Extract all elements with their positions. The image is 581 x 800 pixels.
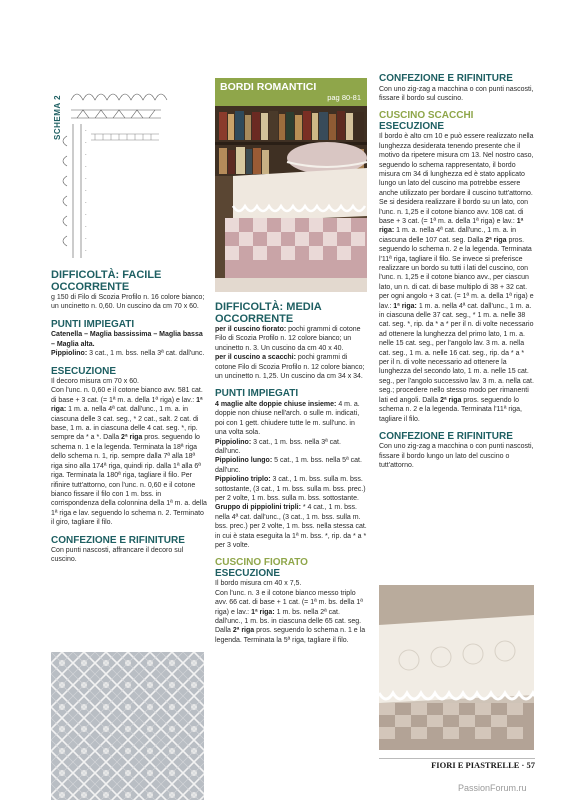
- difficulty-heading-2: DIFFICOLTÀ: MEDIA: [215, 301, 322, 313]
- pippiolino-text: 3 cat., 1 m. bss. nella 3ª cat. dall'unc.: [87, 350, 205, 358]
- svg-text:-: -: [85, 140, 87, 145]
- scacchi-esec-intro: Il bordo è alto cm 10 e può essere realizzato nella lunghezza desiderata tenendo presente che il motivo da ripetere misura cm 13. Nel nostro caso, seguendo lo schema rappresentato, il bordo misura cm 34 di lunghezza ed è stato applicato lungo un lato del cuscino ma potrebbe essere anche utilizzato per bordare il cuscino tutt'attorno.: [379, 133, 534, 197]
- confezione-text-3: Con uno zig-zag a macchina o con punti nascosti, fissare il bordo sul cuscino.: [379, 85, 534, 102]
- scacchi-text: pochi grammi di cotone Filo di Scozia Profilo n. 12 colore bianco; un uncinetto n. 1,25. Un cuscino da cm 34 x 34.: [215, 354, 365, 381]
- pipp-lungo-label: Pippiolino lungo:: [215, 457, 273, 465]
- page-footer: FIORI E PIASTRELLE · 57: [431, 760, 535, 770]
- watermark: PassionForum.ru: [458, 783, 527, 793]
- svg-text:-: -: [85, 248, 87, 253]
- schema-label: SCHEMA 2: [53, 94, 62, 140]
- esecuzione-intro: Il decoro misura cm 70 x 60.: [51, 378, 139, 386]
- pillows-photo: [215, 106, 367, 292]
- crochet-lace-photo: [51, 652, 204, 800]
- cuscino-fiorato-heading: CUSCINO FIORATO: [215, 557, 308, 569]
- svg-text:-: -: [85, 176, 87, 181]
- punti-heading: PUNTI IMPIEGATI: [51, 318, 135, 330]
- confezione-heading: CONFEZIONE E RIFINITURE: [51, 534, 185, 546]
- scacchi-esecuzione-heading: ESECUZIONE: [379, 120, 445, 132]
- svg-text:-: -: [85, 236, 87, 241]
- column-middle: [215, 302, 367, 645]
- occorrente-heading-2: OCCORRENTE: [215, 312, 294, 325]
- svg-text:-: -: [85, 188, 87, 193]
- occorrente-text: g 150 di Filo di Scozia Profilo n. 16 colore bianco; un uncinetto n. 0,60. Un cuscino da cm 70 x 60.: [51, 294, 205, 311]
- gruppo-text: * 4 cat., 1 m. bss. nella 4ª cat. dall'unc., (3 cat., 1 m. bss. sulla m. bss. prec.) per 2 volte, 1 m. bss. nella stessa cat. in cui è stata eseguita la 1ª m. bss. *, rip. da * a * per 3 volte.: [215, 504, 367, 550]
- occorrente-heading: OCCORRENTE: [51, 280, 130, 293]
- confezione-text-4: Con uno zig-zag a macchina o con punti nascosti, fissare il bordo lungo un lato del cuscino o tutt'attorno.: [379, 443, 534, 470]
- crochet-chart-svg: [51, 88, 201, 266]
- footer-rule: [379, 758, 535, 759]
- confezione-heading-3: CONFEZIONE E RIFINITURE: [379, 73, 513, 84]
- punti-list: Catenella – Maglia bassissima – Maglia bassa – Maglia alta.: [51, 331, 203, 348]
- fiorato-label: per il cuscino fiorato:: [215, 326, 287, 333]
- fiorato-esecuzione-heading: ESECUZIONE: [215, 567, 281, 579]
- pipp-text: 3 cat., 1 m. bss. nella 3ª cat. dall'unc.: [215, 438, 341, 455]
- pipp-label: Pippiolino:: [215, 438, 252, 446]
- crochet-chart: [51, 88, 201, 266]
- svg-text:-: -: [85, 152, 87, 157]
- banner-page-ref: pag 80-81: [327, 93, 361, 102]
- cuscino-scacchi-heading: CUSCINO SCACCHI: [379, 110, 474, 122]
- svg-text:-: -: [85, 200, 87, 205]
- svg-text:-: -: [85, 212, 87, 217]
- svg-text:-: -: [85, 224, 87, 229]
- fiorato-text: pochi grammi di cotone Filo di Scozia Profilo n. 12 colore bianco; un uncinetto n. 3. Un cuscino da cm 40 x 40.: [215, 326, 361, 352]
- pillow-border-photo: [379, 585, 534, 750]
- confezione-text: Con punti nascosti, affrancare il decoro sul cuscino.: [51, 547, 184, 564]
- esecuzione-heading: ESECUZIONE: [51, 365, 117, 377]
- section-banner: [215, 78, 367, 106]
- column-left: [51, 270, 207, 565]
- svg-text:-: -: [85, 128, 87, 133]
- column-right: [379, 74, 535, 471]
- pipp-triplo-label: Pippiolino triplo:: [215, 476, 271, 484]
- fiorato-esec-body: Con l'unc. n. 3 e il cotone bianco messo triplo avv. 66 cat. di base + 1 cat. (= 1ª m. bs. della 1ª riga) e lav.: 1ª riga: 1 m. bs. nella 2ª cat. dall'unc., 1 m. bs. in ciascuna delle 65 cat. seg. Dalla 2ª riga pros. seguendo lo schema n. 1 e la legenda. Terminata la 5ª riga, tagliare il filo.: [215, 589, 366, 644]
- esecuzione-body: Con l'unc. n. 0,60 e il cotone bianco avv. 581 cat. di base + 3 cat. (= 1ª m. a. della 1ª riga) e lav.: 1ª riga: 1 m. a. nella 4ª cat. dall'unc., 1 m. a. in ciascuna delle 3 cat. seg., * 2 cat., salt. 2 cat. di base, 1 m. a. in ciascuna delle 4 cat. seg. *, rip. sempre da * a *. Dalla 2ª riga pros. seguendo lo schema n. 1 e la legenda. Terminata la 18ª riga dello schema n. 1, rip. sempre dalla 7ª alla 18ª riga sino alla 174ª riga, quindi rip. dalla 1ª alla 6ª riga. Terminata la 180ª riga, tagliare il filo. Per rifinire tutt'attorno, con l'unc. n. 0,60 e il cotone bianco fissare il filo con 1 m. bss. in corrispondenza della colonnina della 1ª m. a. della 1ª riga e lav. seguendo lo schema n. 2. Terminato il giro, tagliare il filo.: [51, 387, 207, 527]
- maglie-text: 4 m. a. doppie non chiuse nell'arch. o sulle m. indicati, poi con 1 gett. chiudere tutte le m. sull'unc. in una volta sola.: [215, 400, 360, 437]
- difficulty-heading: DIFFICOLTÀ: FACILE: [51, 269, 162, 281]
- fiorato-esec-intro: Il bordo misura cm 40 x 7,5.: [215, 580, 302, 588]
- pipp-lungo-text: 5 cat., 1 m. bss. nella 5ª cat. dall'unc.: [215, 457, 362, 474]
- svg-text:-: -: [85, 164, 87, 169]
- scacchi-esec-body: Se si desidera realizzare il bordo su un lato, con l'unc. n. 1,25 e il cotone bianco avv. 108 cat. di base + 3 cat. (= 1ª m. a. della 1ª riga) e lav.: 1ª riga: 1 m. a. nella 4ª cat. dall'unc., 1 m. a. in ciascuna delle 107 cat. seg. Dalla 2ª riga pros. seguendo lo schema n. 2 e la legenda. Terminata l'11ª riga, tagliare il filo. Se invece si preferisce realizzare un bordo su tutti i lati del cuscino, con l'unc. n. 1,25 e il cotone bianco avv., per ciascun lato, un n. di cat. di base multiplo di 38 + 32 cat. per ogni angolo + 3 cat. (= 1ª m. a. della 1ª riga) e lav.: 1ª riga: 1 m. a. nella 4ª cat. dall'unc., 1 m. a. in ciascuna delle 37 cat. seg., * 1 m. a. nelle 38 cat. seg. *, rip. da * a * per il n. di volte necessario ad ottenere la lunghezza del primo lato, 1 m. a. nelle 15 cat. seg., per l'angolo lav. 3 m. a. nella cat. seg., 1 m. a. nelle 16 cat. seg., rip. da * a * per il n. di volte necessario ad ottenere la lunghezza del secondo lato, 1 m. a. nelle 15 cat. seg., per l'angolo successivo lav. 3 m. a. nella cat. seg.; procedere nello stesso modo per rimanenti lati ed angoli. Dalla 2ª riga pros. seguendo lo schema n. 2 e la legenda. Terminata l'11ª riga, tagliare il filo.: [379, 199, 534, 423]
- gruppo-label: Gruppo di pippiolini tripli:: [215, 504, 301, 512]
- confezione-heading-4: CONFEZIONE E RIFINITURE: [379, 430, 513, 442]
- scacchi-label: per il cuscino a scacchi:: [215, 354, 296, 362]
- punti-heading-2: PUNTI IMPIEGATI: [215, 388, 299, 400]
- pipp-triplo-text: 3 cat., 1 m. bss. sulla m. bss. sottostante, (3 cat., 1 m. bss. sulla m. bss. prec.) per 2 volte, 1 m. bss. sulla m. bss. sottostante.: [215, 476, 366, 502]
- pippiolino-label: Pippiolino:: [51, 350, 88, 358]
- banner-title: BORDI ROMANTICI: [220, 81, 317, 93]
- maglie-label: 4 maglie alte doppie chiuse insieme:: [215, 400, 337, 408]
